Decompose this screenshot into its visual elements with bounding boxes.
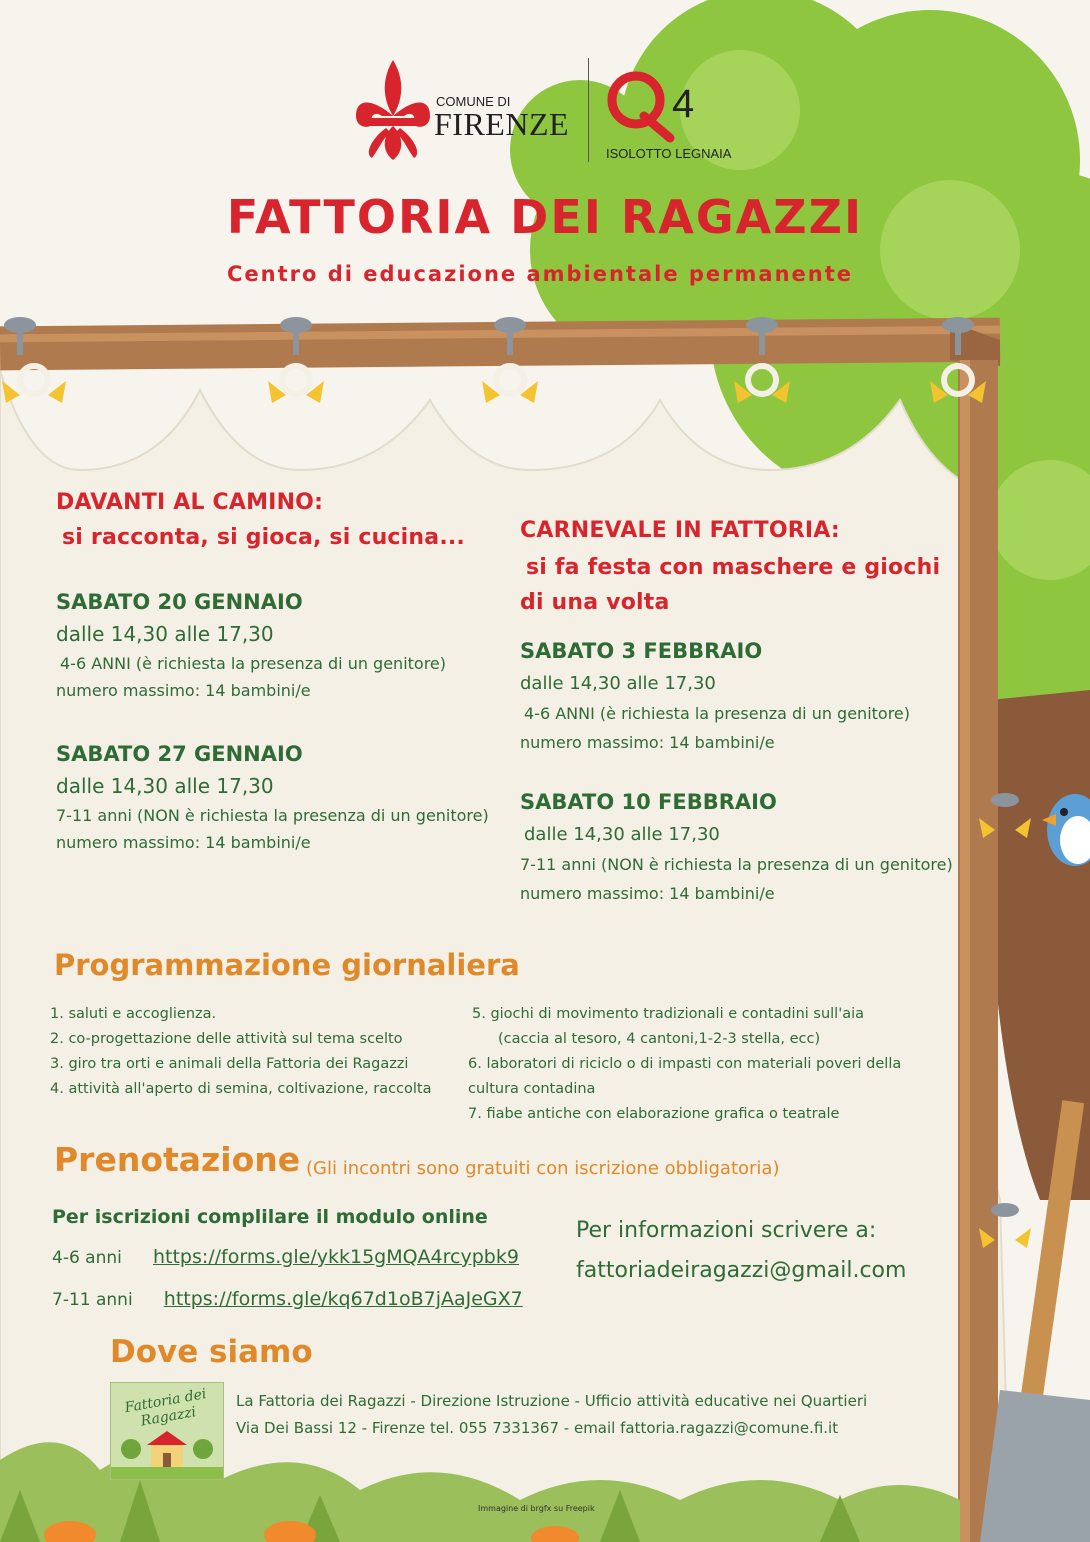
program-item: cultura contadina (468, 1081, 596, 1097)
event-time: dalle 14,30 alle 17,30 (56, 622, 274, 646)
event-max: numero massimo: 14 bambini/e (56, 833, 311, 852)
right-event-date-1 (520, 639, 970, 752)
event-time: dalle 14,30 alle 17,30 (524, 824, 720, 845)
event-max: numero massimo: 14 bambini/e (520, 733, 775, 752)
program-item: 4. attività all'aperto di semina, coltivazione, raccolta (50, 1081, 432, 1097)
booking-form-link-4-6[interactable]: https://forms.gle/ykk15gMQA4rcypbk9 (152, 1246, 519, 1268)
event-max: numero massimo: 14 bambini/e (520, 884, 775, 903)
fleur-de-lis-icon (352, 58, 434, 162)
booking-link-row-2 (52, 1288, 523, 1310)
right-event-date-2 (520, 790, 970, 903)
info-email[interactable]: fattoriadeiragazzi@gmail.com (576, 1258, 907, 1283)
program-item: (caccia al tesoro, 4 cantoni,1-2-3 stella, ecc) (498, 1031, 821, 1047)
booking-link-row-1 (52, 1246, 519, 1268)
logo-divider (588, 58, 589, 162)
program-item: 3. giro tra orti e animali della Fattoria dei Ragazzi (50, 1056, 409, 1072)
right-event-title: CARNEVALE IN FATTORIA: (520, 518, 840, 543)
right-event-subtitle-2: di una volta (520, 590, 670, 615)
event-age: 4-6 ANNI (è richiesta la presenza di un genitore) (60, 654, 447, 673)
event-time: dalle 14,30 alle 17,30 (520, 673, 716, 694)
quartiere-logo (600, 60, 760, 164)
quartiere-name: ISOLOTTO LEGNAIA (606, 146, 732, 161)
left-event-title: DAVANTI AL CAMINO: (56, 490, 324, 515)
program-list-left (50, 1002, 470, 1102)
booking-note: (Gli incontri sono gratuiti con iscrizione obbligatoria) (306, 1158, 780, 1179)
event-date: SABATO 10 FEBBRAIO (520, 790, 777, 814)
left-event-date-1 (56, 590, 496, 700)
page-subtitle: Centro di educazione ambientale permanente (226, 262, 854, 286)
comune-label-small: COMUNE DI (436, 94, 511, 109)
booking-form-link-7-11[interactable]: https://forms.gle/kq67d1oB7jAaJeGX7 (163, 1288, 523, 1310)
left-event-date-2 (56, 742, 496, 852)
program-item: 1. saluti e accoglienza. (50, 1006, 217, 1022)
right-event-subtitle-1: si fa festa con maschere e giochi (526, 555, 941, 580)
program-item: 2. co-progettazione delle attività sul tema scelto (50, 1031, 403, 1047)
event-age: 7-11 anni (NON è richiesta la presenza di un genitore) (56, 806, 489, 825)
fattoria-logo (110, 1382, 224, 1480)
event-date: SABATO 27 GENNAIO (56, 742, 303, 766)
comune-label-large: FIRENZE (434, 106, 570, 142)
event-age: 4-6 ANNI (è richiesta la presenza di un genitore) (524, 704, 911, 723)
booking-age: 4-6 anni (52, 1248, 122, 1268)
location-heading: Dove siamo (110, 1334, 313, 1370)
location-line-1: La Fattoria dei Ragazzi - Direzione Istruzione - Ufficio attività educative nei Quartieri (236, 1392, 868, 1410)
event-date: SABATO 3 FEBBRAIO (520, 639, 763, 663)
booking-heading: Prenotazione (54, 1140, 301, 1179)
comune-logo (352, 58, 578, 162)
program-item: 7. fiabe antiche con elaborazione grafica o teatrale (468, 1106, 840, 1122)
program-list-right (468, 1002, 968, 1127)
image-credit: Immagine di brgfx su Freepik (478, 1504, 595, 1513)
program-item: 5. giochi di movimento tradizionali e contadini sull'aia (472, 1006, 864, 1022)
page-title: FATTORIA DEI RAGAZZI (226, 190, 864, 244)
q-letter-icon (600, 64, 680, 144)
left-event-subtitle: si racconta, si gioca, si cucina... (62, 525, 465, 550)
program-item: 6. laboratori di riciclo o di impasti con materiali poveri della (468, 1056, 902, 1072)
booking-form-intro: Per iscrizioni complilare il modulo online (52, 1206, 488, 1228)
event-time: dalle 14,30 alle 17,30 (56, 774, 274, 798)
right-event (520, 518, 970, 903)
event-max: numero massimo: 14 bambini/e (56, 681, 311, 700)
event-age: 7-11 anni (NON è richiesta la presenza di un genitore) (520, 855, 953, 874)
location-line-2: Via Dei Bassi 12 - Firenze tel. 055 7331367 - email fattoria.ragazzi@comune.fi.it (236, 1419, 839, 1437)
program-heading: Programmazione giornaliera (54, 948, 520, 982)
booking-age: 7-11 anni (52, 1290, 133, 1310)
info-label: Per informazioni scrivere a: (576, 1218, 877, 1243)
left-event (56, 490, 496, 852)
fattoria-logo-text: Fattoria dei Ragazzi (123, 1386, 208, 1430)
event-date: SABATO 20 GENNAIO (56, 590, 303, 614)
q-number: 4 (672, 82, 695, 126)
